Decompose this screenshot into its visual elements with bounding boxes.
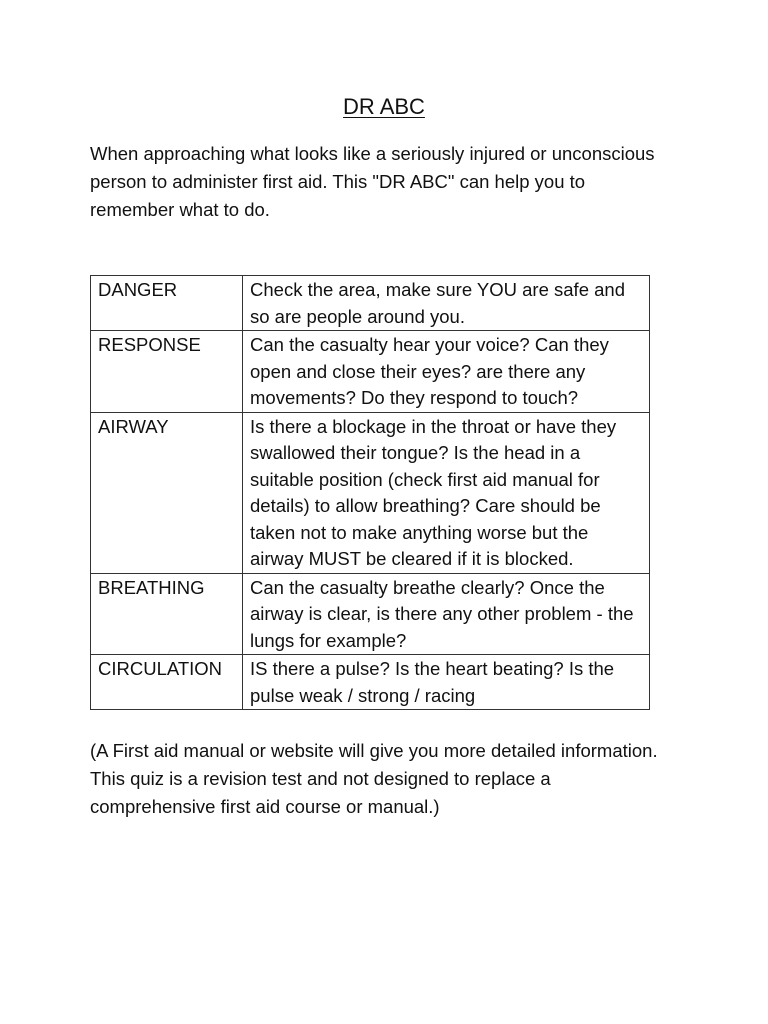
row-term: AIRWAY [91, 412, 243, 573]
table-row [91, 331, 650, 413]
row-description: Can the casualty hear your voice? Can they open and close their eyes? are there any movements? Do they respond to touch? [243, 331, 650, 413]
row-term: CIRCULATION [91, 655, 243, 710]
dr-abc-table [90, 275, 650, 710]
document-title: DR ABC [343, 94, 425, 119]
row-description: Check the area, make sure YOU are safe and so are people around you. [243, 276, 650, 331]
table-row [91, 276, 650, 331]
row-term: BREATHING [91, 573, 243, 655]
table-row [91, 655, 650, 710]
table-row [91, 412, 650, 573]
row-description: Can the casualty breathe clearly? Once the airway is clear, is there any other problem - the lungs for example? [243, 573, 650, 655]
row-term: DANGER [91, 276, 243, 331]
row-description: Is there a blockage in the throat or have they swallowed their tongue? Is the head in a suitable position (check first aid manual for details) to allow breathing? Care should be taken not to make anything worse but the airway MUST be cleared if it is blocked. [243, 412, 650, 573]
row-term: RESPONSE [91, 331, 243, 413]
intro-paragraph: When approaching what looks like a seriously injured or unconscious person to administer first aid. This "DR ABC" can help you to remember what to do. [90, 143, 655, 220]
table-row [91, 573, 650, 655]
row-description: IS there a pulse? Is the heart beating? Is the pulse weak / strong / racing [243, 655, 650, 710]
footer-note: (A First aid manual or website will give you more detailed information. This quiz is a revision test and not designed to replace a comprehensive first aid course or manual.) [90, 740, 658, 817]
